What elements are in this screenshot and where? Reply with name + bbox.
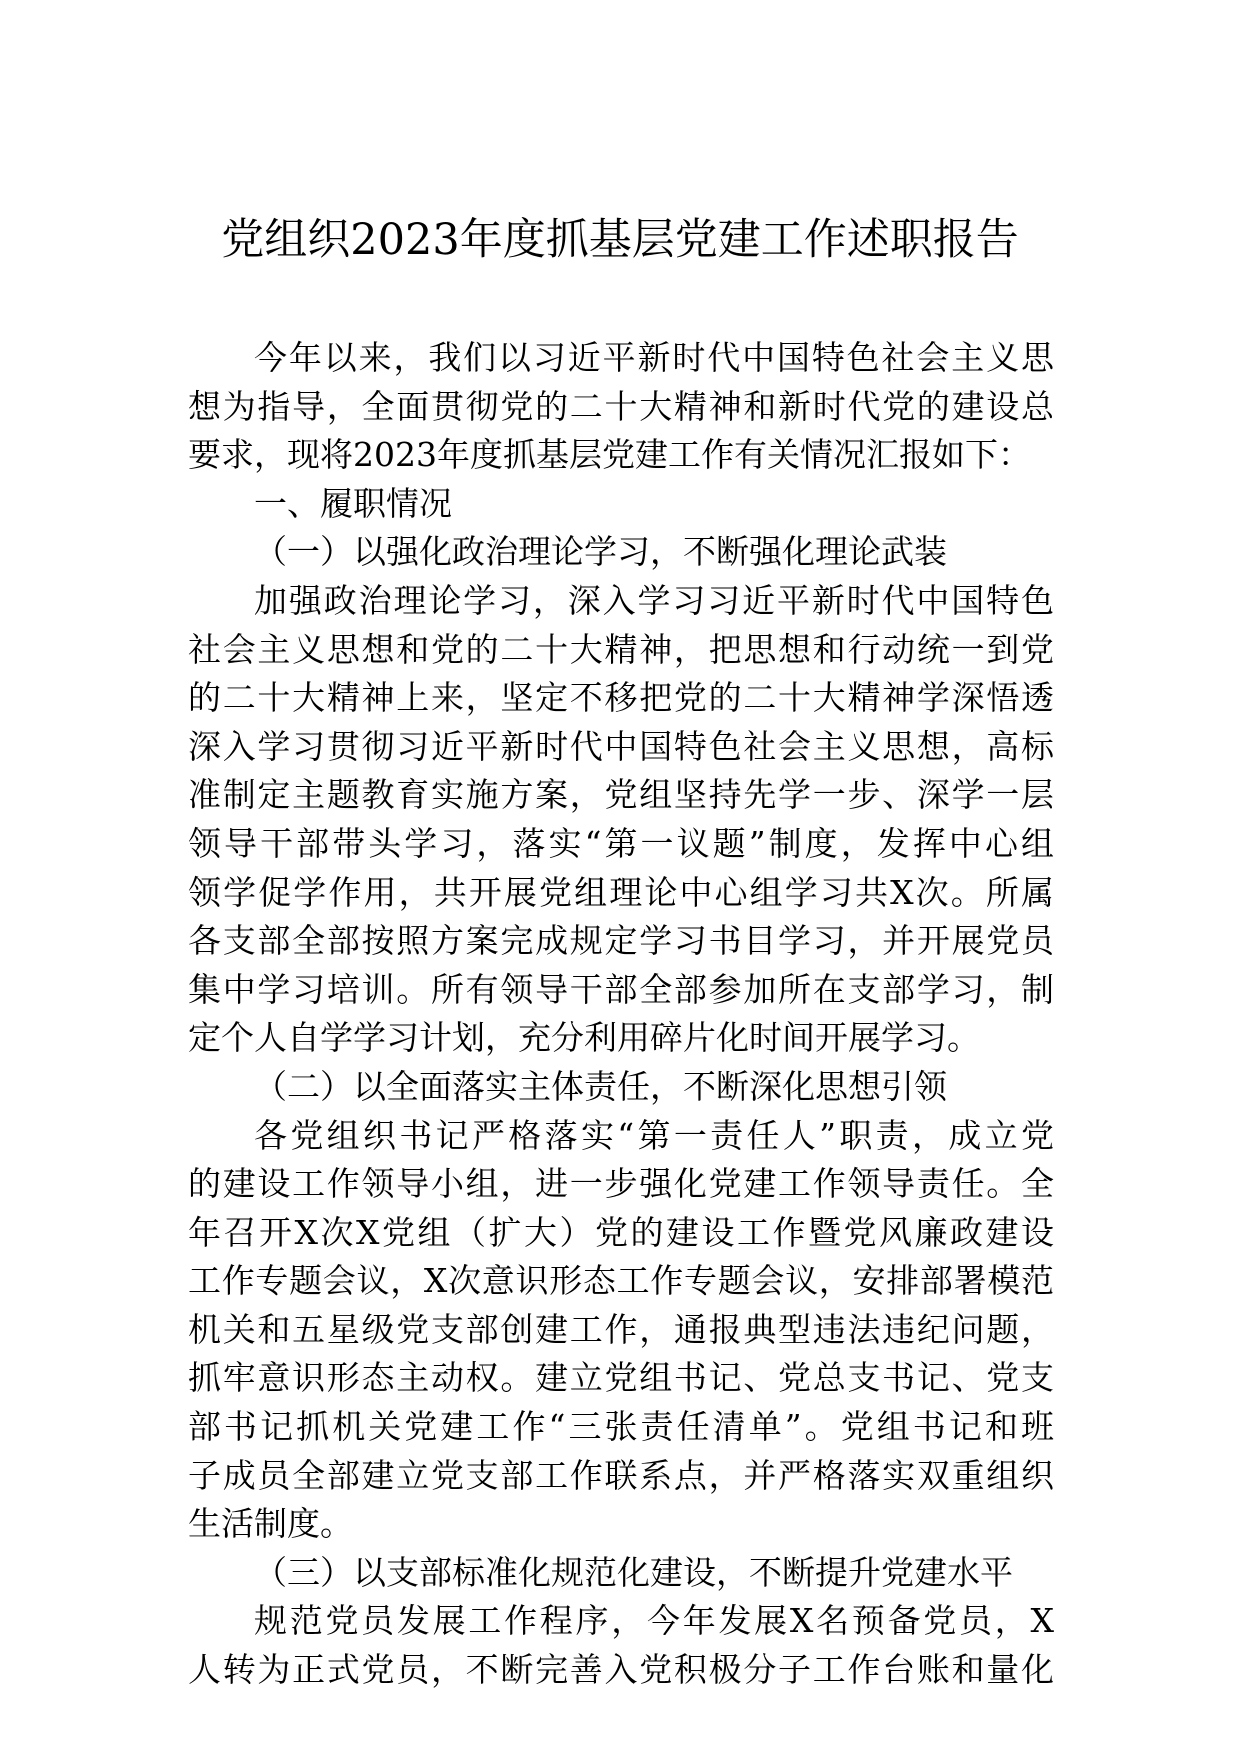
paragraph-line: 定个人自学学习计划，充分利用碎片化时间开展学习。 xyxy=(188,1018,980,1058)
paragraph-line: 想为指导，全面贯彻党的二十大精神和新时代党的建设总 xyxy=(188,386,1054,426)
paragraph-line: 工作专题会议，X次意识形态工作专题会议，安排部署模范 xyxy=(188,1261,1054,1301)
subsection-heading: （一）以强化政治理论学习，不断强化理论武装 xyxy=(254,532,947,572)
paragraph-line: 部书记抓机关党建工作“三张责任清单”。党组书记和班 xyxy=(188,1407,1054,1447)
paragraph-line: 今年以来，我们以习近平新时代中国特色社会主义思 xyxy=(254,338,1054,377)
paragraph-line: 深入学习贯彻习近平新时代中国特色社会主义思想，高标 xyxy=(188,726,1054,766)
paragraph-line: 准制定主题教育实施方案，党组坚持先学一步、深学一层 xyxy=(188,775,1054,815)
paragraph-line: 各支部全部按照方案完成规定学习书目学习，并开展党员 xyxy=(188,921,1054,961)
section-heading: 一、履职情况 xyxy=(254,483,452,523)
paragraph-line: 领导干部带头学习，落实“第一议题”制度，发挥中心组 xyxy=(188,823,1054,863)
paragraph-line: 子成员全部建立党支部工作联系点，并严格落实双重组织 xyxy=(188,1455,1054,1495)
paragraph-line: 的二十大精神上来，坚定不移把党的二十大精神学深悟透 xyxy=(188,678,1054,718)
paragraph-line: 规范党员发展工作程序，今年发展X名预备党员，X xyxy=(254,1601,1054,1641)
subsection-heading: （二）以全面落实主体责任，不断深化思想引领 xyxy=(254,1066,947,1106)
document-title: 党组织2023年度抓基层党建工作述职报告 xyxy=(221,215,1019,265)
paragraph-line: 集中学习培训。所有领导干部全部参加所在支部学习，制 xyxy=(188,969,1054,1009)
paragraph-line: 领学促学作用，共开展党组理论中心组学习共X次。所属 xyxy=(188,872,1054,912)
paragraph-line: 生活制度。 xyxy=(188,1504,353,1544)
paragraph-line: 各党组织书记严格落实“第一责任人”职责，成立党 xyxy=(254,1115,1054,1155)
paragraph-line: 人转为正式党员，不断完善入党积极分子工作台账和量化 xyxy=(188,1650,1054,1690)
paragraph-line: 抓牢意识形态主动权。建立党组书记、党总支书记、党支 xyxy=(188,1358,1054,1398)
document-body xyxy=(188,334,1054,1695)
paragraph-line: 要求，现将2023年度抓基层党建工作有关情况汇报如下： xyxy=(188,435,1031,475)
paragraph-line: 机关和五星级党支部创建工作，通报典型违法违纪问题， xyxy=(188,1309,1054,1349)
paragraph-line: 社会主义思想和党的二十大精神，把思想和行动统一到党 xyxy=(188,629,1054,669)
subsection-heading: （三）以支部标准化规范化建设，不断提升党建水平 xyxy=(254,1552,1013,1592)
paragraph-line: 加强政治理论学习，深入学习习近平新时代中国特色 xyxy=(254,580,1054,620)
paragraph-line: 年召开X次X党组（扩大）党的建设工作暨党风廉政建设 xyxy=(188,1212,1054,1252)
paragraph-line: 的建设工作领导小组，进一步强化党建工作领导责任。全 xyxy=(188,1164,1054,1204)
